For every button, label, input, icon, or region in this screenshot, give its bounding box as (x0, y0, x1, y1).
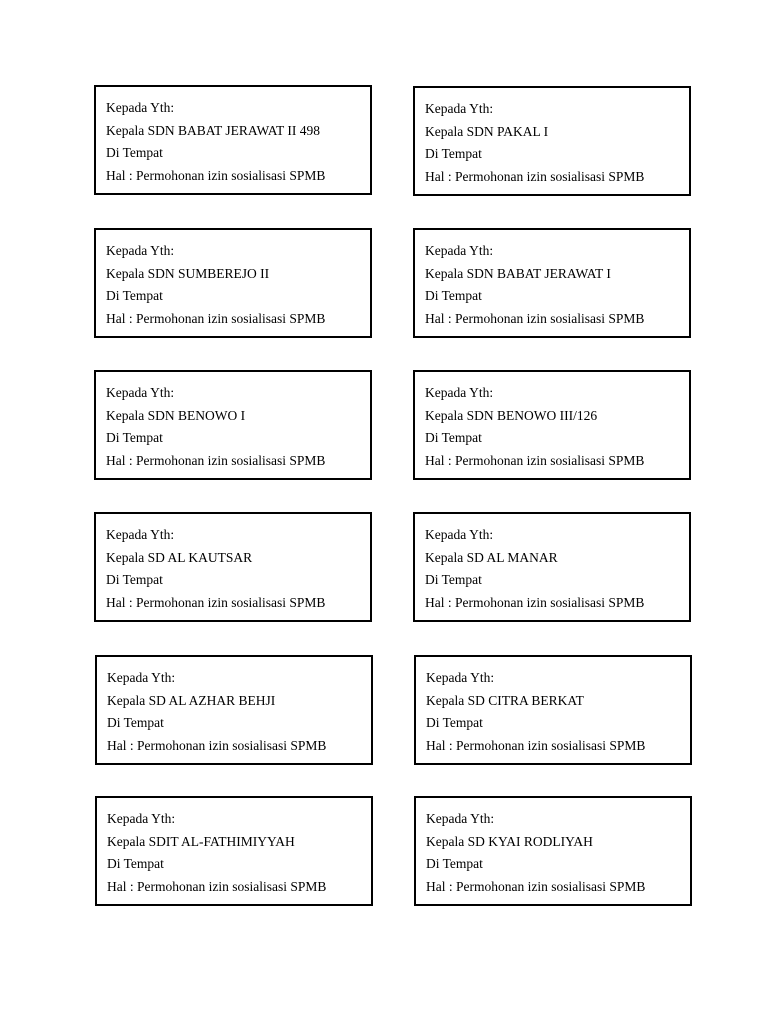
label-subject: Hal : Permohonan izin sosialisasi SPMB (106, 168, 326, 184)
label-recipient: Kepala SDN SUMBEREJO II (106, 265, 270, 281)
address-label (413, 370, 691, 480)
label-recipient: Kepala SDIT AL-FATHIMIYYAH (107, 833, 295, 849)
label-greeting: Kepada Yth: (425, 101, 494, 116)
address-label (413, 86, 691, 196)
address-label (95, 655, 373, 765)
label-greeting: Kepada Yth: (106, 100, 175, 115)
address-label (414, 796, 692, 906)
label-greeting: Kepada Yth: (426, 670, 495, 685)
address-label (413, 512, 691, 622)
label-place: Di Tempat (426, 715, 483, 731)
label-place: Di Tempat (425, 288, 482, 304)
label-place: Di Tempat (426, 856, 483, 872)
label-recipient: Kepala SD AL MANAR (425, 549, 558, 565)
label-greeting: Kepada Yth: (106, 527, 175, 542)
label-greeting: Kepada Yth: (425, 243, 494, 258)
label-recipient: Kepala SDN BABAT JERAWAT I (425, 265, 611, 281)
label-subject: Hal : Permohonan izin sosialisasi SPMB (426, 738, 646, 754)
label-recipient: Kepala SDN BENOWO I (106, 407, 246, 423)
label-subject: Hal : Permohonan izin sosialisasi SPMB (425, 311, 645, 327)
label-place: Di Tempat (106, 572, 163, 588)
label-place: Di Tempat (107, 856, 164, 872)
label-greeting: Kepada Yth: (426, 811, 495, 826)
address-label (413, 228, 691, 338)
label-greeting: Kepada Yth: (106, 385, 175, 400)
label-recipient: Kepala SDN BENOWO III/126 (425, 407, 598, 423)
label-place: Di Tempat (425, 572, 482, 588)
label-recipient: Kepala SD CITRA BERKAT (426, 692, 584, 708)
label-recipient: Kepala SDN BABAT JERAWAT II 498 (106, 122, 321, 138)
label-place: Di Tempat (425, 146, 482, 162)
label-greeting: Kepada Yth: (106, 243, 175, 258)
label-subject: Hal : Permohonan izin sosialisasi SPMB (425, 453, 645, 469)
address-label (94, 512, 372, 622)
label-greeting: Kepada Yth: (107, 811, 176, 826)
address-label (95, 796, 373, 906)
address-label (94, 370, 372, 480)
label-place: Di Tempat (425, 430, 482, 446)
label-subject: Hal : Permohonan izin sosialisasi SPMB (107, 879, 327, 895)
label-subject: Hal : Permohonan izin sosialisasi SPMB (106, 311, 326, 327)
label-subject: Hal : Permohonan izin sosialisasi SPMB (426, 879, 646, 895)
label-subject: Hal : Permohonan izin sosialisasi SPMB (107, 738, 327, 754)
label-greeting: Kepada Yth: (425, 527, 494, 542)
label-place: Di Tempat (106, 430, 163, 446)
label-greeting: Kepada Yth: (107, 670, 176, 685)
label-place: Di Tempat (107, 715, 164, 731)
label-place: Di Tempat (106, 288, 163, 304)
label-recipient: Kepala SDN PAKAL I (425, 123, 549, 139)
address-label (94, 228, 372, 338)
label-subject: Hal : Permohonan izin sosialisasi SPMB (106, 595, 326, 611)
address-label (94, 85, 372, 195)
label-greeting: Kepada Yth: (425, 385, 494, 400)
label-subject: Hal : Permohonan izin sosialisasi SPMB (425, 595, 645, 611)
label-recipient: Kepala SD KYAI RODLIYAH (426, 833, 593, 849)
label-place: Di Tempat (106, 145, 163, 161)
label-recipient: Kepala SD AL AZHAR BEHJI (107, 692, 276, 708)
label-recipient: Kepala SD AL KAUTSAR (106, 549, 253, 565)
address-label (414, 655, 692, 765)
label-subject: Hal : Permohonan izin sosialisasi SPMB (425, 169, 645, 185)
label-subject: Hal : Permohonan izin sosialisasi SPMB (106, 453, 326, 469)
